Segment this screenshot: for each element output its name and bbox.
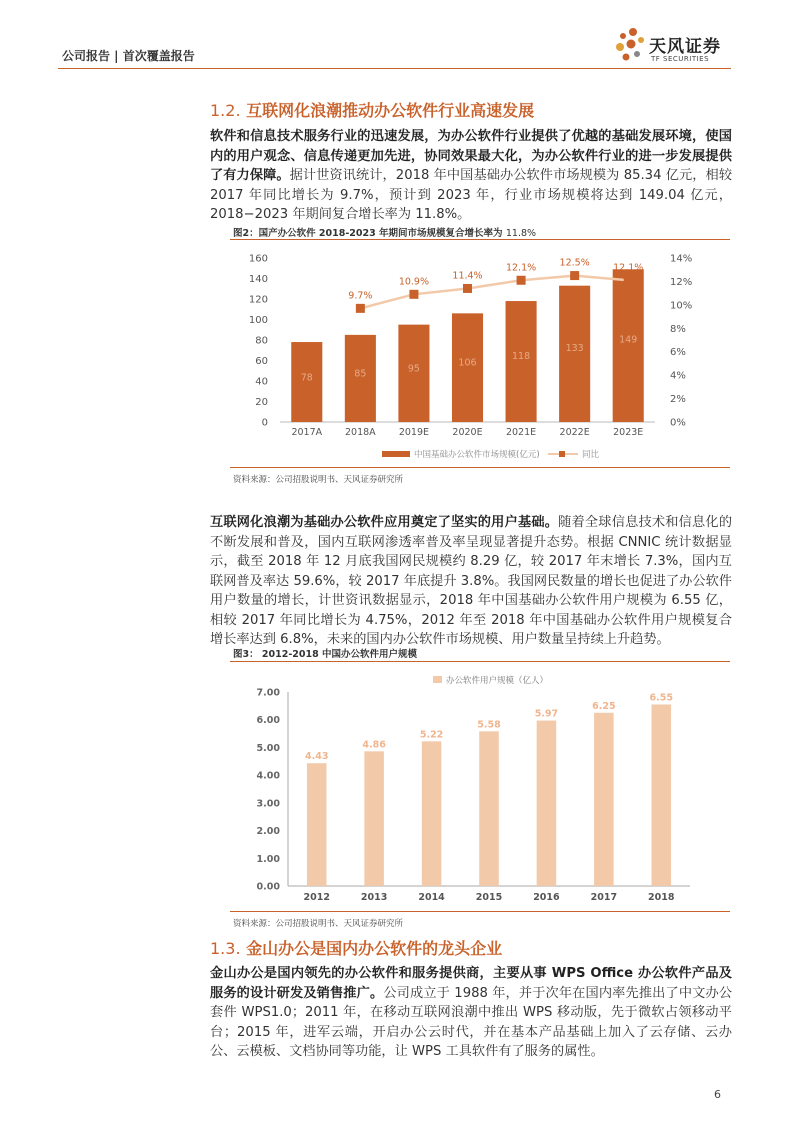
paragraph-market-size: 软件和信息技术服务行业的迅速发展，为办公软件行业提供了优越的基础发展环境，使国内的用户观念、信息传递更加先进，协同效果最大化，为办公软件行业的进一步发展提供了有力保障。据计世资讯统计，2018 年中国基础办公软件市场规模为 85.34 亿元，相较 2017 年同比增长为 9.7%，预计到 2023 年，行业市场规模将达到 149.04 亿元，2018−2023 年期间复合增长率为 11.8%。 xyxy=(210,129,733,222)
figure-2-caption: 图2：国产办公软件 2018-2023 年期间市场规模复合增长率为 11.8% xyxy=(233,228,537,239)
bar-value-label: 5.58 xyxy=(477,719,501,731)
bar-value-label: 106 xyxy=(458,357,477,369)
yoy-growth-marker xyxy=(517,276,526,285)
x-tick-label: 2018 xyxy=(648,892,675,903)
bar-value-label: 149 xyxy=(619,334,638,346)
x-tick-label: 2023E xyxy=(613,427,644,438)
brand-logo xyxy=(613,26,733,70)
figure-2-source: 资料来源：公司招股说明书、天风证券研究所 xyxy=(233,475,404,485)
y-tick: 7.00 xyxy=(256,687,280,699)
y-tick-left: 100 xyxy=(248,315,268,326)
bar-value-label: 5.22 xyxy=(419,729,444,741)
y-tick: 0.00 xyxy=(256,881,280,893)
bar-value-label: 118 xyxy=(512,351,531,363)
legend-label: 办公软件用户规模（亿人） xyxy=(446,676,549,686)
page-number: 6 xyxy=(714,1088,721,1101)
x-tick-label: 2017A xyxy=(291,427,323,438)
section-title-1-2: 1.2. 互联网化浪潮推动办公软件行业高速发展 xyxy=(210,101,535,120)
legend-line-label: 同比 xyxy=(582,450,600,460)
y-tick: 5.00 xyxy=(256,742,280,754)
bar-value-label: 85 xyxy=(354,368,367,380)
yoy-growth-marker xyxy=(356,304,365,313)
y-tick-left: 40 xyxy=(255,376,268,388)
legend-bar-swatch xyxy=(382,451,410,457)
figure-2-bottom-rule xyxy=(230,467,730,468)
y-tick-right: 8% xyxy=(670,323,686,335)
user-scale-bar xyxy=(479,731,499,886)
market-size-chart xyxy=(230,240,730,470)
yoy-growth-marker xyxy=(463,284,472,293)
header-divider xyxy=(58,68,731,69)
y-tick-left: 60 xyxy=(255,356,268,367)
x-tick-label: 2022E xyxy=(559,427,590,438)
user-scale-bar xyxy=(307,763,327,886)
yoy-growth-label: 12.5% xyxy=(559,257,590,269)
user-scale-bar xyxy=(652,704,672,886)
y-tick-right: 2% xyxy=(670,394,686,406)
x-tick-label: 2015 xyxy=(475,892,503,903)
x-tick-label: 2012 xyxy=(303,892,330,903)
report-type: 公司报告 | 首次覆盖报告 xyxy=(62,49,195,63)
bar-value-label: 78 xyxy=(300,372,313,384)
x-tick-label: 2014 xyxy=(418,892,445,903)
y-tick-right: 12% xyxy=(670,276,693,288)
y-tick-right: 6% xyxy=(670,347,686,359)
figure-3-caption: 图3： 2012-2018 中国办公软件用户规模 xyxy=(233,649,418,660)
paragraph-user-base: 互联网化浪潮为基础办公软件应用奠定了坚实的用户基础。随着全球信息技术和信息化的不断发展和普及，国内互联网渗透率普及率呈现显著提升态势。根据 CNNIC 统计数据显示，截至 2018 年 12 月底我国网民规模约 8.29 亿，较 2017 年末增长 7.3%，国内互联网普及率达 59.6%，较 2017 年底提升 3.8%。我国网民数量的增长也促进了办公软件用户数量的增长，计世资讯数据显示，2018 年中国基础办公软件用户规模为 6.55 亿，相较 2017 年同比增长为 4.75%，2012 年至 2018 年中国基础办公软件用户规模复合增长率达到 6.8%，未来的国内办公软件市场规模、用户数量呈持续上升趋势。 xyxy=(210,515,733,647)
y-tick: 2.00 xyxy=(256,826,280,838)
x-tick-label: 2020E xyxy=(452,427,483,438)
user-scale-bar xyxy=(537,721,557,886)
y-tick-left: 80 xyxy=(255,335,268,347)
section-title-1-3: 1.3. 金山办公是国内办公软件的龙头企业 xyxy=(210,939,503,958)
yoy-growth-label: 10.9% xyxy=(398,276,430,288)
logo-flower-icon xyxy=(613,26,649,70)
x-tick-label: 2021E xyxy=(505,427,537,438)
y-tick: 1.00 xyxy=(256,853,280,865)
x-tick-label: 2016 xyxy=(533,892,560,903)
bar-value-label: 95 xyxy=(407,363,420,375)
user-scale-bar xyxy=(364,751,384,886)
y-tick-left: 20 xyxy=(255,397,268,408)
paragraph-company-intro: 金山办公是国内领先的办公软件和服务提供商，主要从事 WPS Office 办公软件产品及服务的设计研发及销售推广。公司成立于 1988 年，并于次年在国内率先推出了中文办公套件 WPS1.0；2011 年，在移动互联网浪潮中推出 WPS 移动版，先于微软占领移动平台；2015 年，进军云端，开启办公云时代，并在基本产品基础上加入了云存储、云办公、云模板、文档协同等功能，让 WPS 工具软件有了服务的属性。 xyxy=(210,966,733,1059)
yoy-growth-marker xyxy=(570,271,579,280)
yoy-growth-label: 12.1% xyxy=(505,262,537,274)
legend-bar-label: 中国基础办公软件市场规模(亿元) xyxy=(414,450,540,460)
figure-3-source: 资料来源：公司招股说明书、天风证券研究所 xyxy=(233,919,404,929)
y-tick-right: 4% xyxy=(670,370,686,382)
y-tick-left: 120 xyxy=(248,294,268,306)
logo-name: 天风证券 xyxy=(649,37,721,57)
figure-3-bottom-rule xyxy=(230,911,730,912)
y-tick-right: 14% xyxy=(670,253,693,265)
y-tick-right: 0% xyxy=(670,417,686,429)
y-tick-left: 140 xyxy=(248,274,268,285)
x-tick-label: 2018A xyxy=(345,427,376,438)
yoy-growth-label: 11.4% xyxy=(452,270,483,282)
figure-3-top-rule xyxy=(230,661,730,662)
legend-line-marker xyxy=(559,451,565,457)
x-tick-label: 2017 xyxy=(590,892,618,903)
y-tick: 6.00 xyxy=(256,715,280,727)
y-tick-left: 160 xyxy=(248,253,268,265)
bar-value-label: 5.97 xyxy=(534,708,559,720)
bar-value-label: 4.86 xyxy=(362,739,386,751)
yoy-growth-marker xyxy=(624,276,633,285)
x-tick-label: 2013 xyxy=(360,892,388,903)
bar-value-label: 133 xyxy=(565,343,584,355)
y-tick: 4.00 xyxy=(256,770,280,782)
y-tick-left: 0 xyxy=(261,417,268,429)
bar-value-label: 4.43 xyxy=(304,751,329,763)
y-tick-right: 10% xyxy=(670,300,693,312)
yoy-growth-label: 12.1% xyxy=(613,262,644,274)
x-tick-label: 2019E xyxy=(398,427,430,438)
user-scale-bar xyxy=(594,713,614,886)
logo-sub: TF SECURITIES xyxy=(651,55,710,63)
user-scale-bar xyxy=(422,741,442,886)
yoy-growth-label: 9.7% xyxy=(348,290,373,302)
bar-value-label: 6.25 xyxy=(592,700,616,712)
bar-value-label: 6.55 xyxy=(649,692,674,704)
legend-swatch xyxy=(433,676,442,683)
y-tick: 3.00 xyxy=(256,798,280,810)
market-size-bar xyxy=(613,269,644,422)
yoy-growth-marker xyxy=(409,290,418,299)
user-scale-chart xyxy=(230,663,730,908)
